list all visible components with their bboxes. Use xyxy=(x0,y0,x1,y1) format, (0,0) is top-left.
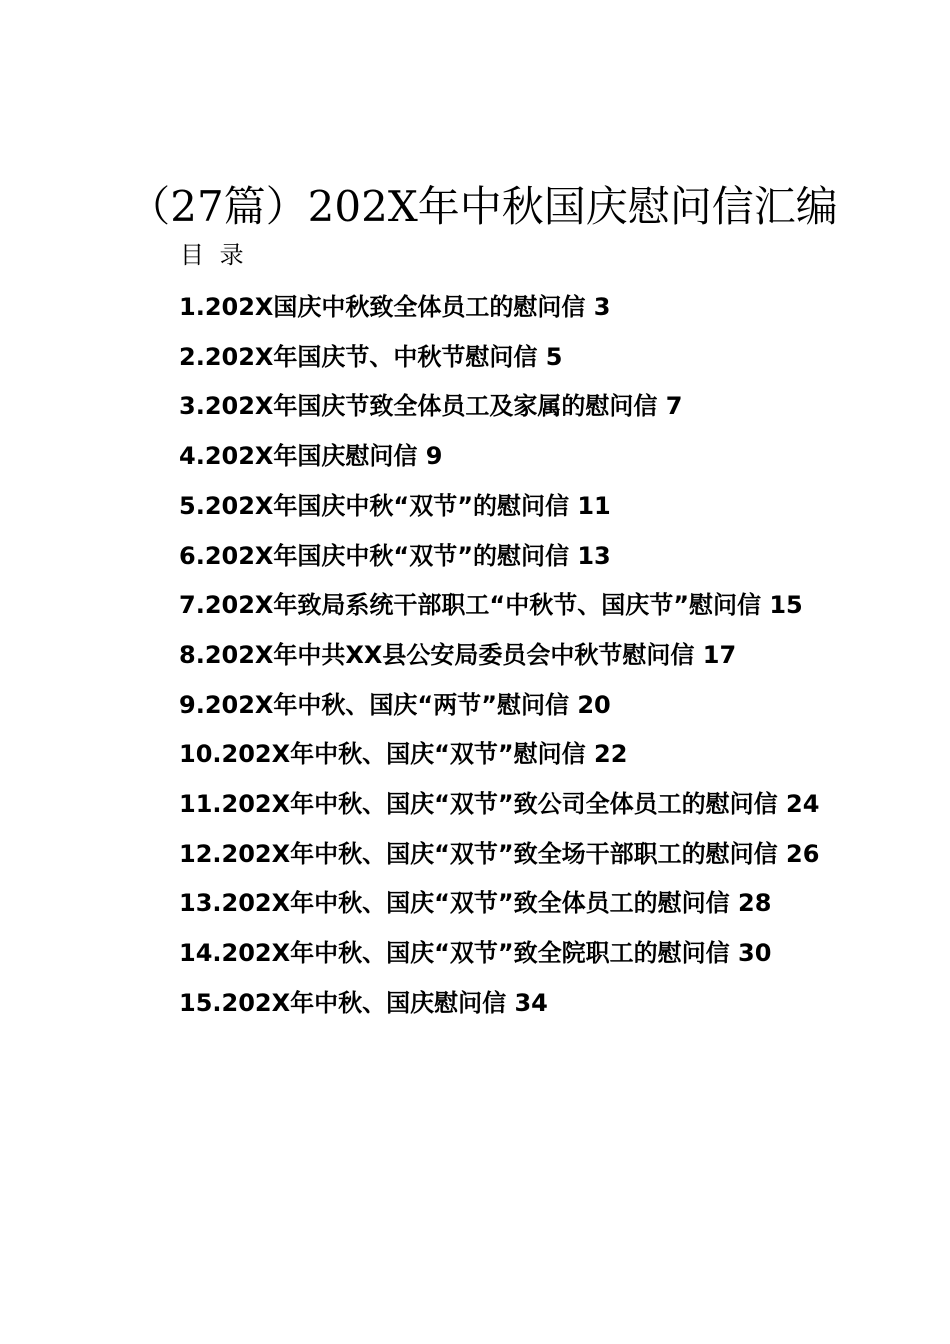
toc-item[interactable]: 1.202X国庆中秋致全体员工的慰问信 3 xyxy=(179,293,611,321)
table-of-contents xyxy=(128,283,838,1029)
toc-item[interactable]: 7.202X年致局系统干部职工“中秋节、国庆节”慰问信 15 xyxy=(179,591,803,620)
document-title: （27篇）202X年中秋国庆慰问信汇编 xyxy=(128,182,838,231)
toc-item[interactable]: 13.202X年中秋、国庆“双节”致全体员工的慰问信 28 xyxy=(179,889,772,918)
toc-item[interactable]: 15.202X年中秋、国庆慰问信 34 xyxy=(179,988,548,1017)
toc-item[interactable]: 8.202X年中共XX县公安局委员会中秋节慰问信 17 xyxy=(179,640,737,669)
toc-item[interactable]: 4.202X年国庆慰问信 9 xyxy=(179,442,443,471)
toc-item[interactable]: 12.202X年中秋、国庆“双节”致全场干部职工的慰问信 26 xyxy=(179,839,820,868)
toc-item[interactable]: 5.202X年国庆中秋“双节”的慰问信 11 xyxy=(179,491,611,520)
toc-item[interactable]: 6.202X年国庆中秋“双节”的慰问信 13 xyxy=(179,541,611,570)
toc-item[interactable]: 9.202X年中秋、国庆“两节”慰问信 20 xyxy=(179,690,611,719)
toc-item[interactable]: 2.202X年国庆节、中秋节慰问信 5 xyxy=(179,342,563,371)
toc-item[interactable]: 10.202X年中秋、国庆“双节”慰问信 22 xyxy=(179,740,628,769)
toc-item[interactable]: 14.202X年中秋、国庆“双节”致全院职工的慰问信 30 xyxy=(179,939,772,968)
toc-heading: 目 录 xyxy=(180,241,248,269)
toc-item[interactable]: 11.202X年中秋、国庆“双节”致公司全体员工的慰问信 24 xyxy=(179,790,820,819)
toc-item[interactable]: 3.202X年国庆节致全体员工及家属的慰问信 7 xyxy=(179,392,683,421)
